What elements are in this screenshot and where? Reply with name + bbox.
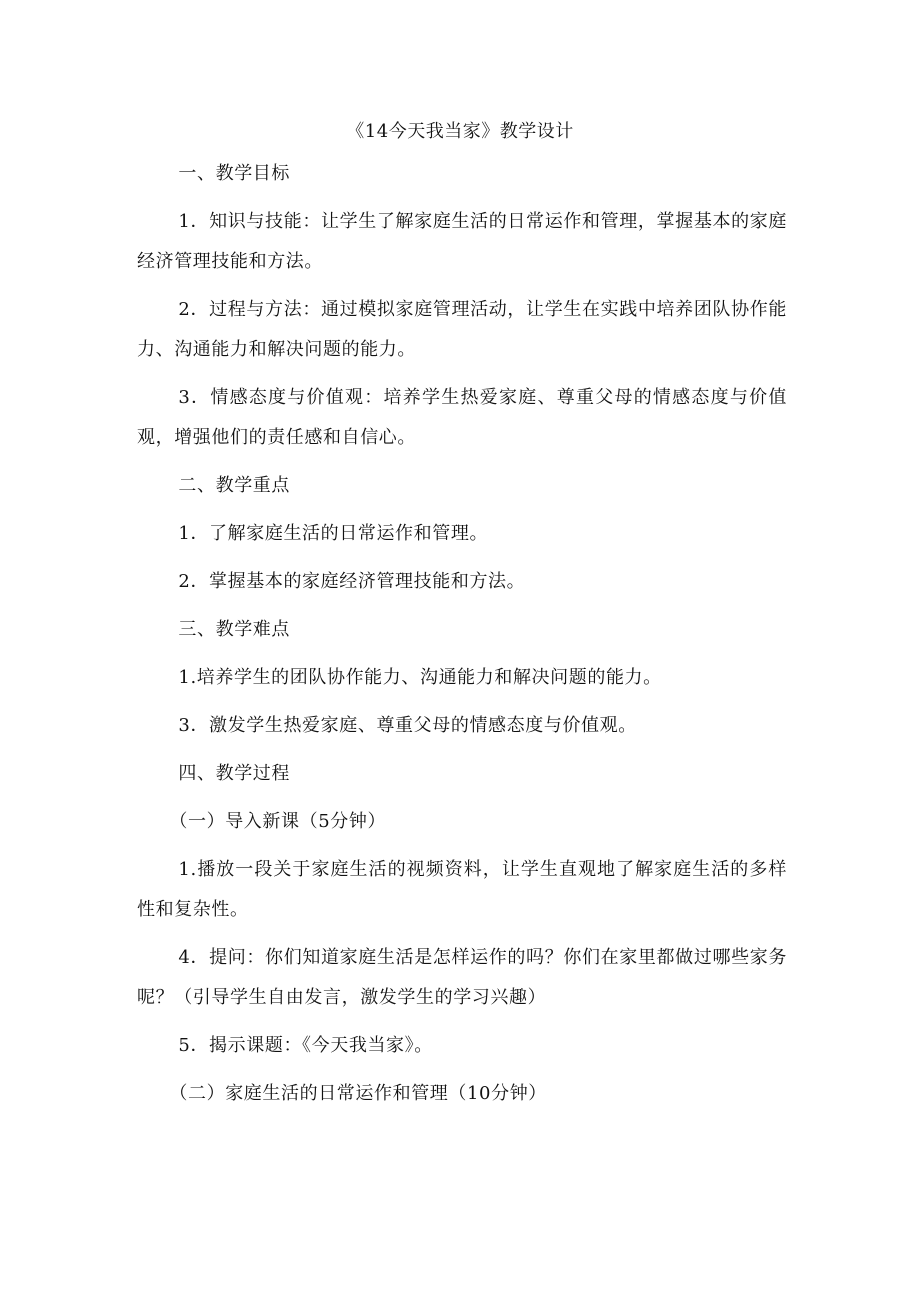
difficulty-item-1: 1.培养学生的团队协作能力、沟通能力和解决问题的能力。 (178, 667, 662, 688)
document-body (137, 160, 787, 1128)
heading-teaching-objectives: 一、教学目标 (178, 163, 290, 184)
intro-item-5: 5．揭示课题：《今天我当家》。 (178, 1035, 433, 1056)
objective-process-methods: 2．过程与方法：通过模拟家庭管理活动，让学生在实践中培养团队协作能力、沟通能力和解决问题的能力。 (137, 299, 787, 360)
objective-attitudes-values: 3．情感态度与价值观：培养学生热爱家庭、尊重父母的情感态度与价值观，增强他们的责任感和自信心。 (137, 387, 787, 448)
difficulty-item-3: 3．激发学生热爱家庭、尊重父母的情感态度与价值观。 (178, 715, 637, 736)
section-daily-operation: （二）家庭生活的日常运作和管理（10分钟） (169, 1083, 547, 1104)
document-title: 《14今天我当家》教学设计 (346, 121, 574, 142)
heading-teaching-process: 四、教学过程 (178, 763, 290, 784)
section-introduction: （一）导入新课（5分钟） (169, 811, 387, 832)
focus-item-2: 2．掌握基本的家庭经济管理技能和方法。 (178, 571, 526, 592)
objective-knowledge-skills: 1．知识与技能：让学生了解家庭生活的日常运作和管理，掌握基本的家庭经济管理技能和方法。 (137, 211, 787, 272)
heading-teaching-difficulties: 三、教学难点 (178, 619, 290, 640)
heading-teaching-focus: 二、教学重点 (178, 475, 290, 496)
intro-item-4: 4．提问：你们知道家庭生活是怎样运作的吗？你们在家里都做过哪些家务呢？（引导学生自由发言，激发学生的学习兴趣） (137, 947, 787, 1008)
focus-item-1: 1．了解家庭生活的日常运作和管理。 (178, 523, 489, 544)
intro-item-1: 1.播放一段关于家庭生活的视频资料，让学生直观地了解家庭生活的多样性和复杂性。 (137, 859, 787, 920)
